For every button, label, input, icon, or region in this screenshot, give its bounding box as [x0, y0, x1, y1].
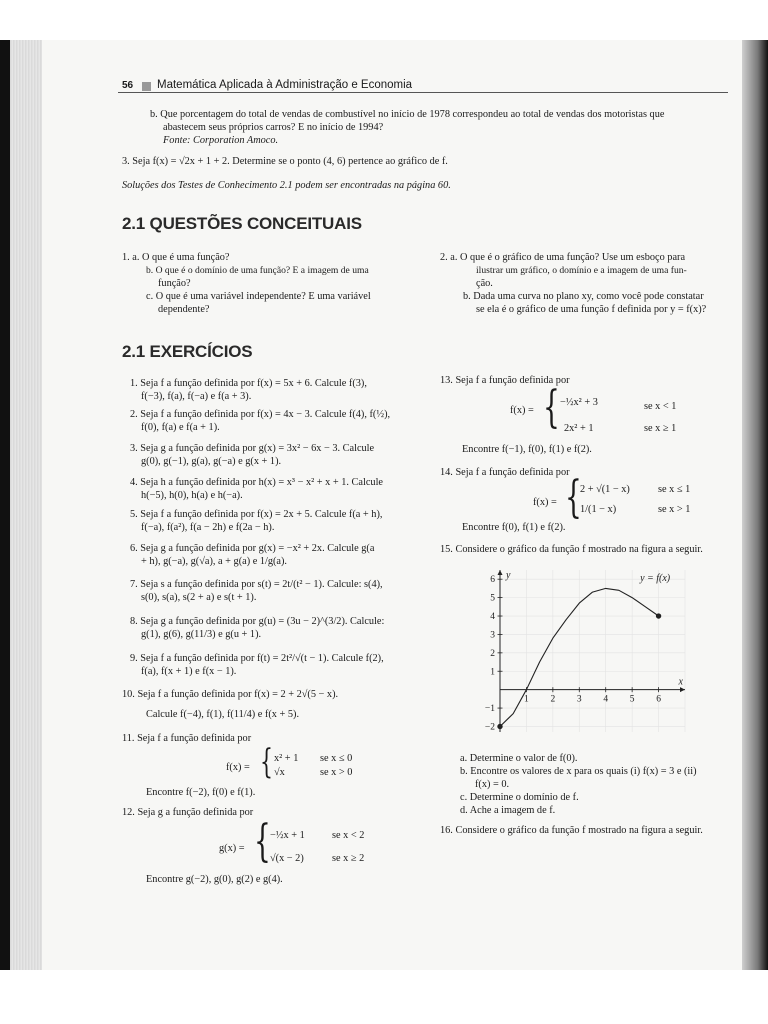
exercise-13-case2-cond: se x ≥ 1 [644, 423, 677, 434]
exercise-15-part-c: c. Determine o domínio de f. [460, 792, 579, 803]
exercise-13-case1-cond: se x < 1 [644, 401, 677, 412]
exercise-12-case2: √(x − 2) [270, 853, 304, 864]
x-tick-label: 2 [550, 694, 556, 705]
exercise-1-line2: f(−3), f(a), f(−a) e f(a + 3). [141, 391, 252, 402]
concept-q1-b2: função? [158, 278, 191, 289]
exercise-12-lhs: g(x) = [219, 843, 245, 854]
exercise-4-line2: h(−5), h(0), h(a) e h(−a). [141, 490, 243, 501]
exercise-11-case1: x² + 1 [274, 753, 299, 764]
page-edges [10, 40, 42, 970]
book-spine-shadow [742, 40, 768, 970]
exercise-15-part-d: d. Ache a imagem de f. [460, 805, 556, 816]
exercise-12-brace: { [254, 816, 271, 867]
section-title-conceptual: 2.1 QUESTÕES CONCEITUAIS [122, 214, 362, 233]
exercise-3-line1: 3. Seja g a função definida por g(x) = 3x² − 6x − 3. Calcule [130, 443, 375, 454]
exercise-13-line2: Encontre f(−1), f(0), f(1) e f(2). [462, 444, 592, 455]
x-tick-label: 6 [656, 694, 661, 705]
x-axis-arrow [680, 687, 685, 692]
x-axis-label: x [678, 676, 683, 688]
exercise-12-line2: Encontre g(−2), g(0), g(2) e g(4). [146, 874, 283, 885]
exercise-12-case2-cond: se x ≥ 2 [332, 853, 365, 864]
exercise-11-case2: √x [274, 767, 285, 778]
exercise-14-brace: { [565, 472, 582, 523]
intro-b-line1: b. Que porcentagem do total de vendas de combustível no início de 1978 correspondeu ao total de vendas dos motoristas que [150, 109, 665, 120]
exercise-12-line1: 12. Seja g a função definida por [122, 807, 254, 818]
intro-b-line2: abastecem seus próprios carros? E no início de 1994? [163, 122, 384, 133]
x-tick-label: 5 [629, 694, 635, 705]
exercise-11-line1: 11. Seja f a função definida por [122, 733, 252, 744]
exercise-1-line1: 1. Seja f a função definida por f(x) = 5x + 6. Calcule f(3), [130, 378, 367, 389]
graph-gridlines [500, 570, 685, 732]
scan-top-margin [0, 0, 768, 44]
exercise-13-case2: 2x² + 1 [564, 423, 594, 434]
exercise-14-case1: 2 + √(1 − x) [580, 484, 630, 495]
exercise-13-case1: −½x² + 3 [560, 397, 598, 408]
exercise-14-case2-cond: se x > 1 [658, 504, 691, 515]
exercise-13-line1: 13. Seja f a função definida por [440, 375, 570, 386]
exercise-11-case2-cond: se x > 0 [320, 767, 353, 778]
exercise-5-line1: 5. Seja f a função definida por f(x) = 2x + 5. Calcule f(a + h), [130, 509, 383, 520]
curve-label: y = f(x) [640, 573, 671, 585]
exercise-14-line1: 14. Seja f a função definida por [440, 467, 570, 478]
exercise-3-line2: g(0), g(−1), g(a), g(−a) e g(x + 1). [141, 456, 282, 467]
exercise-2-line1: 2. Seja f a função definida por f(x) = 4x − 3. Calcule f(4), f(½), [130, 409, 391, 420]
y-tick-label: 6 [490, 575, 495, 586]
exercise-15-part-a: a. Determine o valor de f(0). [460, 753, 578, 764]
x-tick-label: 3 [576, 694, 582, 705]
exercise-15-graph [460, 560, 700, 740]
exercise-16-line1: 16. Considere o gráfico da função f mostrado na figura a seguir. [440, 825, 703, 836]
exercise-8-line1: 8. Seja g a função definida por g(u) = (3u − 2)^(3/2). Calcule: [130, 616, 385, 627]
solutions-note: Soluções dos Testes de Conhecimento 2.1 podem ser encontradas na página 60. [122, 180, 451, 191]
concept-q2-b1: b. Dada uma curva no plano xy, como você pode constatar [463, 291, 704, 302]
y-axis-label: y [506, 570, 511, 581]
y-tick-label: 5 [490, 593, 495, 604]
exercise-10-line1: 10. Seja f a função definida por f(x) = 2 + 2√(5 − x). [122, 689, 339, 700]
exercise-9-line2: f(a), f(x + 1) e f(x − 1). [141, 666, 237, 677]
scan-border [0, 40, 10, 970]
exercise-13-brace: { [543, 382, 560, 433]
x-tick-label: 1 [524, 694, 529, 705]
concept-q1-c1: c. O que é uma variável independente? E uma variável [146, 291, 371, 302]
concept-q2-b2: se ela é o gráfico de uma função f definida por y = f(x)? [476, 304, 707, 315]
exercise-15-part-b2: f(x) = 0. [475, 779, 510, 790]
concept-q1-b1: b. O que é o domínio de uma função? E a imagem de uma [146, 265, 369, 276]
exercise-6-line1: 6. Seja g a função definida por g(x) = −x² + 2x. Calcule g(a [130, 543, 375, 554]
exercise-9-line1: 9. Seja f a função definida por f(t) = 2t²/√(t − 1). Calcule f(2), [130, 653, 384, 664]
curve-endpoint [498, 724, 503, 729]
header-marker [142, 82, 151, 91]
exercise-14-case1-cond: se x ≤ 1 [658, 484, 691, 495]
exercise-5-line2: f(−a), f(a²), f(a − 2h) e f(2a − h). [141, 522, 275, 533]
concept-q1-c2: dependente? [158, 304, 210, 315]
page-number: 56 [122, 80, 134, 91]
y-tick-label: 3 [490, 630, 495, 641]
exercise-11-line2: Encontre f(−2), f(0) e f(1). [146, 787, 256, 798]
y-axis-arrow [498, 570, 503, 575]
intro-item-3: 3. Seja f(x) = √2x + 1 + 2. Determine se o ponto (4, 6) pertence ao gráfico de f. [122, 156, 448, 167]
concept-q2-a2: ilustrar um gráfico, o domínio e a imagem de uma fun- [476, 265, 687, 276]
exercise-7-line2: s(0), s(a), s(2 + a) e s(t + 1). [141, 592, 257, 603]
x-tick-label: 4 [603, 694, 609, 705]
y-tick-label: −2 [484, 722, 495, 733]
y-tick-label: 1 [490, 667, 495, 678]
concept-q2-a1: 2. a. O que é o gráfico de uma função? Use um esboço para [440, 252, 686, 263]
exercise-15-line1: 15. Considere o gráfico da função f mostrado na figura a seguir. [440, 544, 703, 555]
concept-q2-a3: ção. [476, 278, 493, 289]
exercise-12-case1: −½x + 1 [270, 830, 305, 841]
header-rule [118, 92, 728, 93]
concept-q1-a: 1. a. O que é uma função? [122, 252, 230, 263]
exercise-14-lhs: f(x) = [533, 497, 557, 508]
section-title-exercises: 2.1 EXERCÍCIOS [122, 342, 253, 361]
exercise-4-line1: 4. Seja h a função definida por h(x) = x³ − x² + x + 1. Calcule [130, 477, 384, 488]
exercise-11-brace: { [260, 742, 273, 782]
y-tick-label: 4 [490, 612, 495, 623]
exercise-6-line2: + h), g(−a), g(√a), a + g(a) e 1/g(a). [141, 556, 287, 567]
curve-endpoint [656, 614, 661, 619]
exercise-12-case1-cond: se x < 2 [332, 830, 365, 841]
graph-axes [498, 570, 686, 732]
exercise-14-line2: Encontre f(0), f(1) e f(2). [462, 522, 566, 533]
exercise-15-part-b1: b. Encontre os valores de x para os quais (i) f(x) = 3 e (ii) [460, 766, 697, 777]
exercise-13-lhs: f(x) = [510, 405, 534, 416]
exercise-8-line2: g(1), g(6), g(11/3) e g(u + 1). [141, 629, 262, 640]
exercise-14-case2: 1/(1 − x) [580, 504, 617, 515]
running-title: Matemática Aplicada à Administração e Economia [157, 79, 413, 91]
exercise-11-case1-cond: se x ≤ 0 [320, 753, 353, 764]
exercise-7-line1: 7. Seja s a função definida por s(t) = 2t/(t² − 1). Calcule: s(4), [130, 579, 383, 590]
scan-bottom-margin [0, 970, 768, 1024]
exercise-2-line2: f(0), f(a) e f(a + 1). [141, 422, 220, 433]
y-tick-label: −1 [484, 704, 495, 715]
intro-source: Fonte: Corporation Amoco. [163, 135, 279, 146]
exercise-10-line2: Calcule f(−4), f(1), f(11/4) e f(x + 5). [146, 709, 300, 720]
y-tick-label: 2 [490, 648, 495, 659]
exercise-11-lhs: f(x) = [226, 762, 250, 773]
